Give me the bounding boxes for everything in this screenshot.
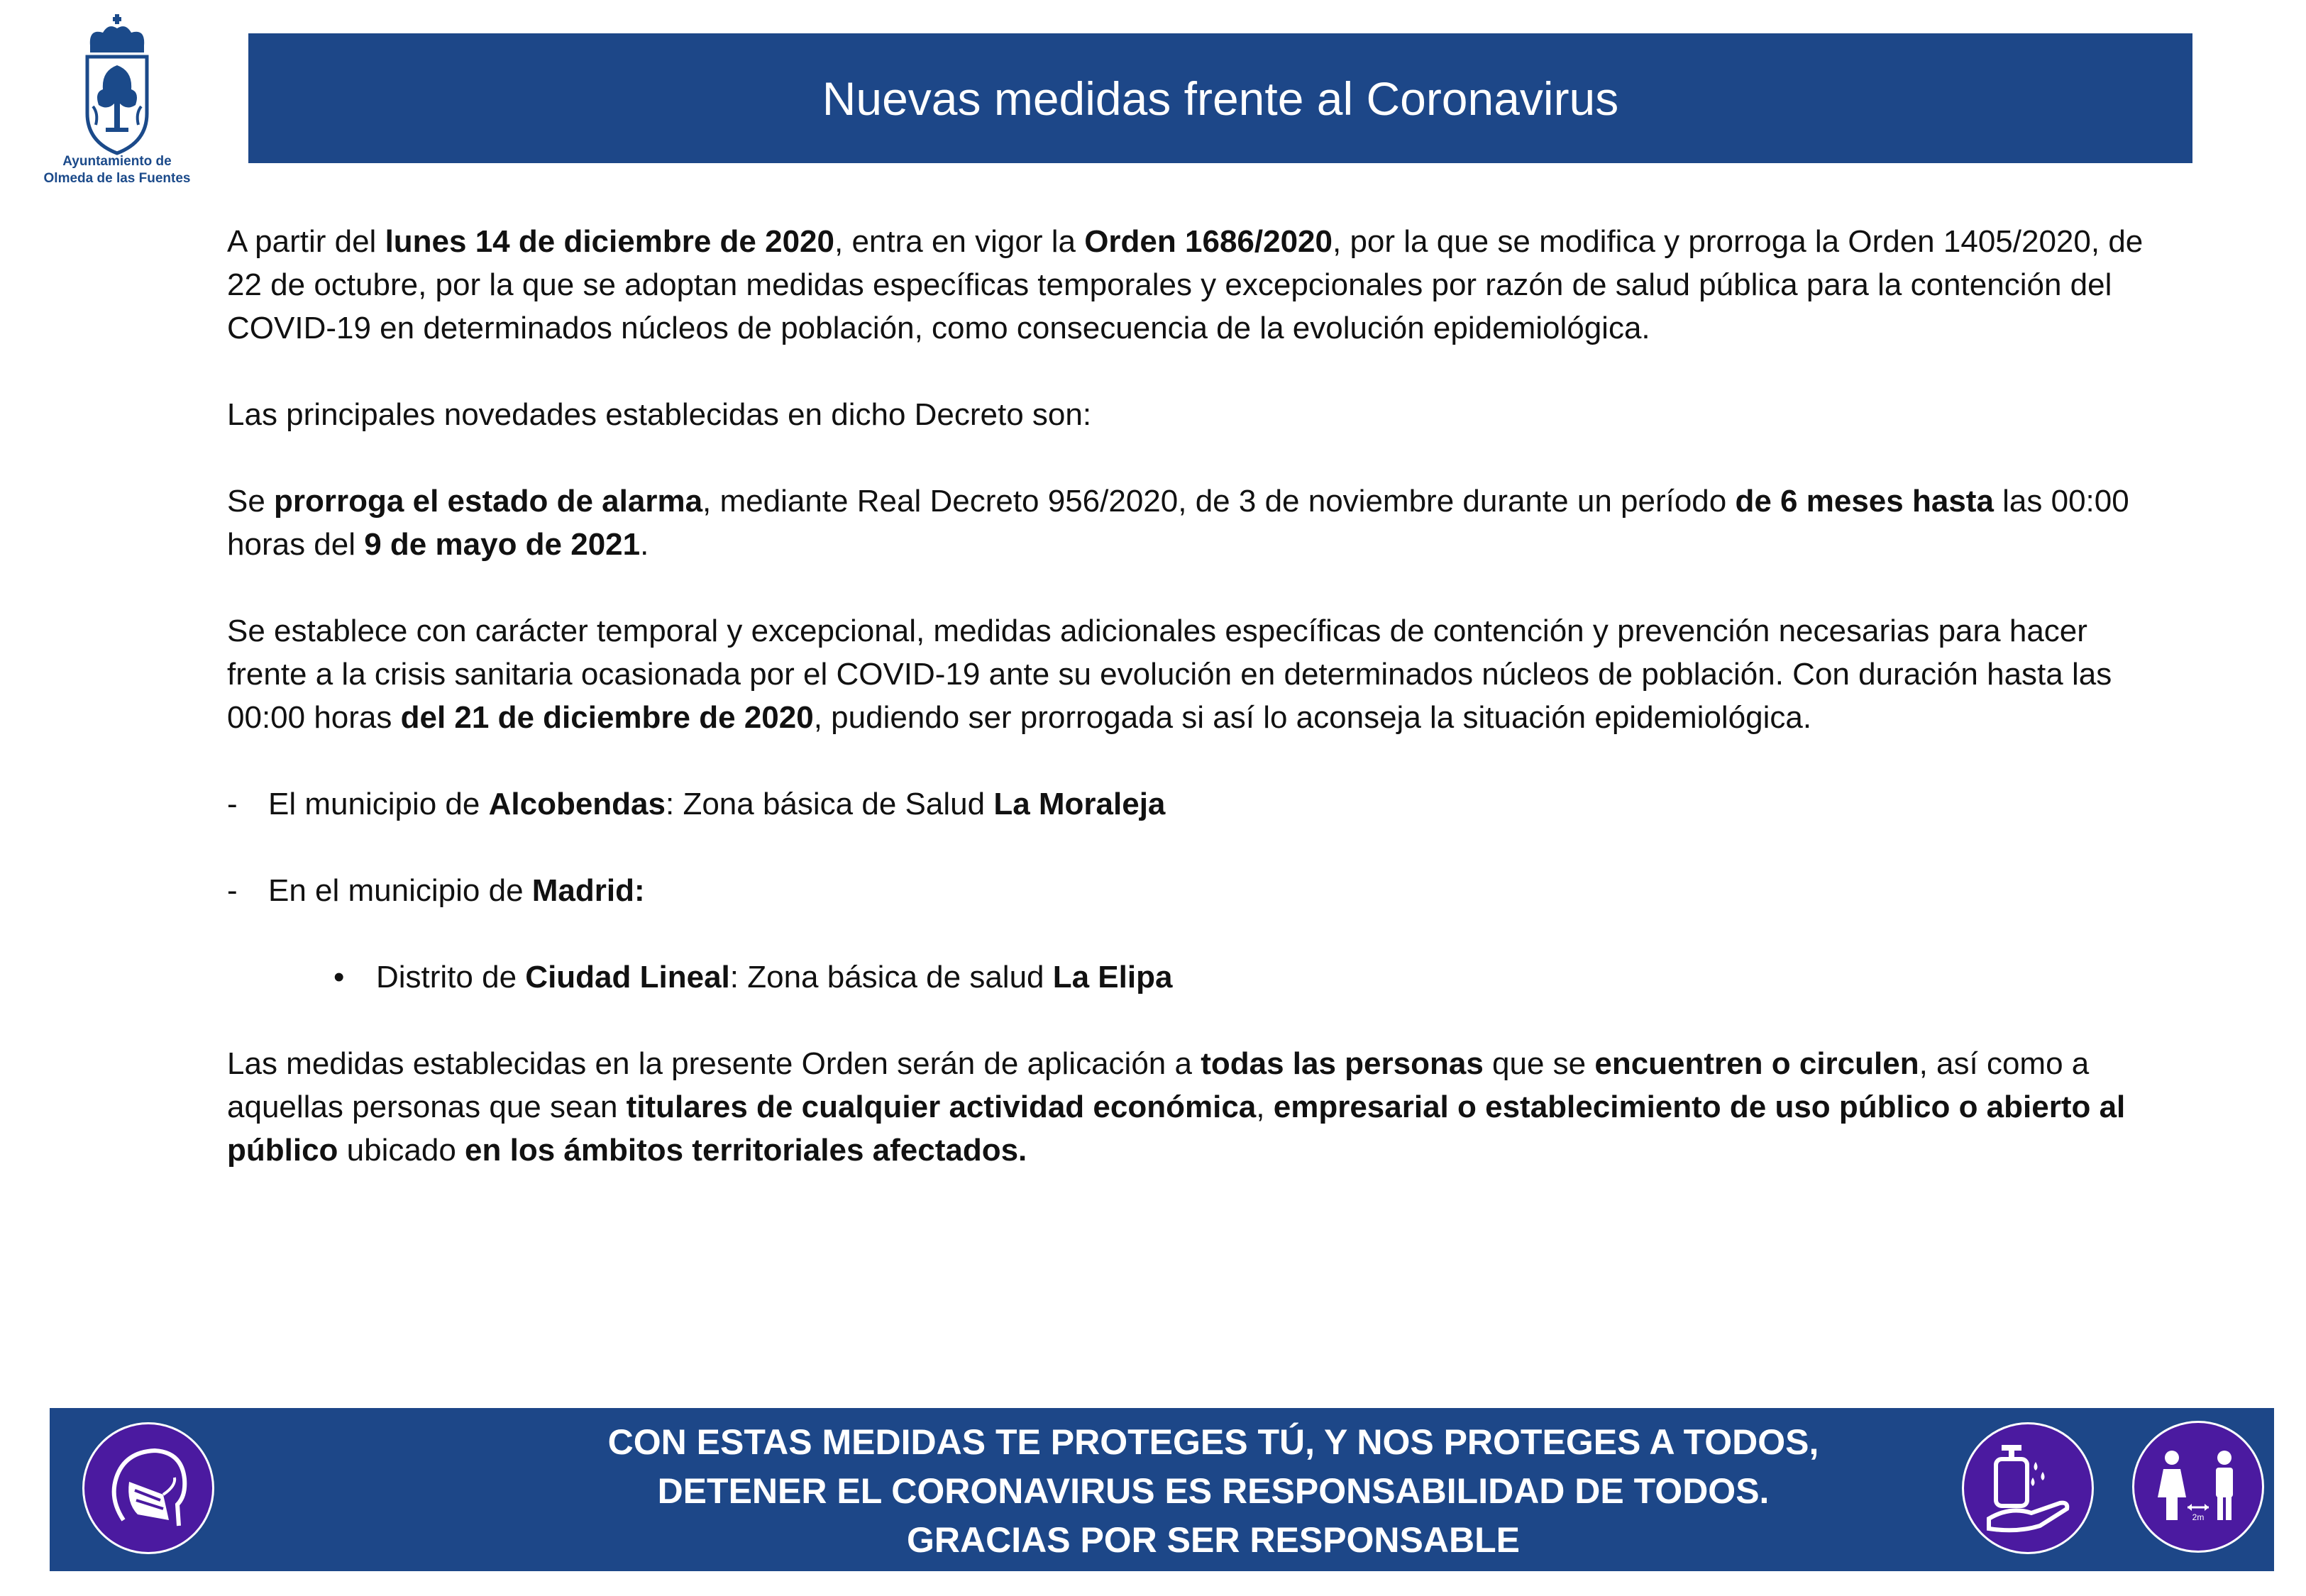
- bold-run: en los ámbitos territoriales afectados.: [465, 1133, 1027, 1168]
- footer-banner: [50, 1408, 2274, 1571]
- face-mask-icon: [82, 1422, 214, 1554]
- bold-run: prorroga el estado de alarma: [274, 484, 703, 519]
- text-run: , por la que se modifica y prorroga la Orden 1405/2020, de 22 de octubre, por la que se adoptan medidas específicas temporales y excepcionales por razón de salud pública para la contención del COVID-19 en determinados núcleos de población, como consecuencia de la evolución epidemiológica.: [227, 224, 2144, 345]
- text-run: Las medidas establecidas en la presente Orden serán de aplicación a: [227, 1046, 1201, 1081]
- logo: [28, 14, 206, 192]
- text-run: El municipio de: [268, 787, 489, 821]
- bold-run: Ciudad Lineal: [525, 960, 730, 994]
- paragraph-novedades: Las principales novedades establecidas en dicho Decreto son:: [227, 397, 1092, 432]
- text-run: En el municipio de: [268, 873, 532, 908]
- bold-run: del 21 de diciembre de 2020: [400, 700, 814, 735]
- paragraph-estado-alarma: [227, 480, 2171, 566]
- dash-marker: -: [227, 787, 238, 821]
- text-run: ,: [1256, 1090, 1274, 1124]
- list-item-alcobendas: [227, 782, 2171, 826]
- paragraph-medidas-adicionales: [227, 609, 2171, 739]
- page-title: Nuevas medidas frente al Coronavirus: [822, 72, 1619, 125]
- text-run: , pudiendo ser prorrogada si así lo aconseja la situación epidemiológica.: [813, 700, 1812, 735]
- text-run: , entra en vigor la: [834, 224, 1085, 259]
- bold-run: 9 de mayo de 2021: [364, 527, 641, 562]
- paragraph-intro: [227, 220, 2171, 350]
- hand-sanitizer-icon: [1962, 1422, 2094, 1554]
- footer-line-3: GRACIAS POR SER RESPONSABLE: [906, 1520, 1520, 1560]
- text-run: Se: [227, 484, 275, 519]
- text-run: , mediante Real Decreto 956/2020, de 3 de noviembre durante un período: [702, 484, 1736, 519]
- bold-run: La Moraleja: [993, 787, 1166, 821]
- bold-run: Orden 1686/2020: [1084, 224, 1333, 259]
- list-item-madrid: [227, 869, 2171, 912]
- bold-run: empresarial o establecimiento de uso público o abierto al público: [227, 1090, 2126, 1168]
- text-run: : Zona básica de salud: [729, 960, 1053, 994]
- text-run: ubicado: [338, 1133, 465, 1168]
- text-run: .: [640, 527, 649, 562]
- text-run: , así como a aquellas personas que sean: [227, 1046, 2090, 1124]
- bold-run: Madrid:: [531, 873, 645, 908]
- dash-marker: -: [227, 873, 238, 908]
- text-run: Distrito de: [376, 960, 526, 994]
- bold-run: titulares de cualquier actividad económica: [626, 1090, 1257, 1124]
- footer-line-2: DETENER EL CORONAVIRUS ES RESPONSABILIDAD DE TODOS.: [657, 1471, 1770, 1511]
- text-run: : Zona básica de Salud: [666, 787, 994, 821]
- bold-run: La Elipa: [1052, 960, 1173, 994]
- text-run: A partir del: [227, 224, 385, 259]
- coat-of-arms-icon: [75, 14, 160, 156]
- bold-run: Alcobendas: [488, 787, 666, 821]
- logo-text: [28, 153, 206, 187]
- bold-run: lunes 14 de diciembre de 2020: [385, 224, 834, 259]
- footer-message: [333, 1418, 2093, 1565]
- footer-line-1: CON ESTAS MEDIDAS TE PROTEGES TÚ, Y NOS PROTEGES A TODOS,: [607, 1422, 1819, 1462]
- document-body: [227, 220, 2171, 1172]
- title-banner: [248, 33, 2192, 163]
- bullet-marker: •: [333, 960, 345, 994]
- list-subitem-ciudad-lineal: [227, 955, 2171, 999]
- social-distance-icon: [2132, 1421, 2264, 1553]
- bold-run: de 6 meses hasta: [1735, 484, 1994, 519]
- bold-run: todas las personas: [1201, 1046, 1484, 1081]
- logo-line-1: Ayuntamiento de: [62, 154, 172, 169]
- bold-run: encuentren o circulen: [1594, 1046, 1919, 1081]
- distance-label: 2m: [2192, 1512, 2205, 1522]
- text-run: Se establece con carácter temporal y excepcional, medidas adicionales específicas de contención y prevención necesarias para hacer frente a la crisis sanitaria ocasionada por el COVID-19 ante su evolución en determinados núcleos de población. Con duración hasta las 00:00 horas: [227, 614, 2112, 735]
- text-run: las 00:00 horas del: [227, 484, 2129, 562]
- logo-line-2: Olmeda de las Fuentes: [43, 171, 191, 186]
- paragraph-aplicacion: [227, 1042, 2171, 1172]
- text-run: que se: [1483, 1046, 1595, 1081]
